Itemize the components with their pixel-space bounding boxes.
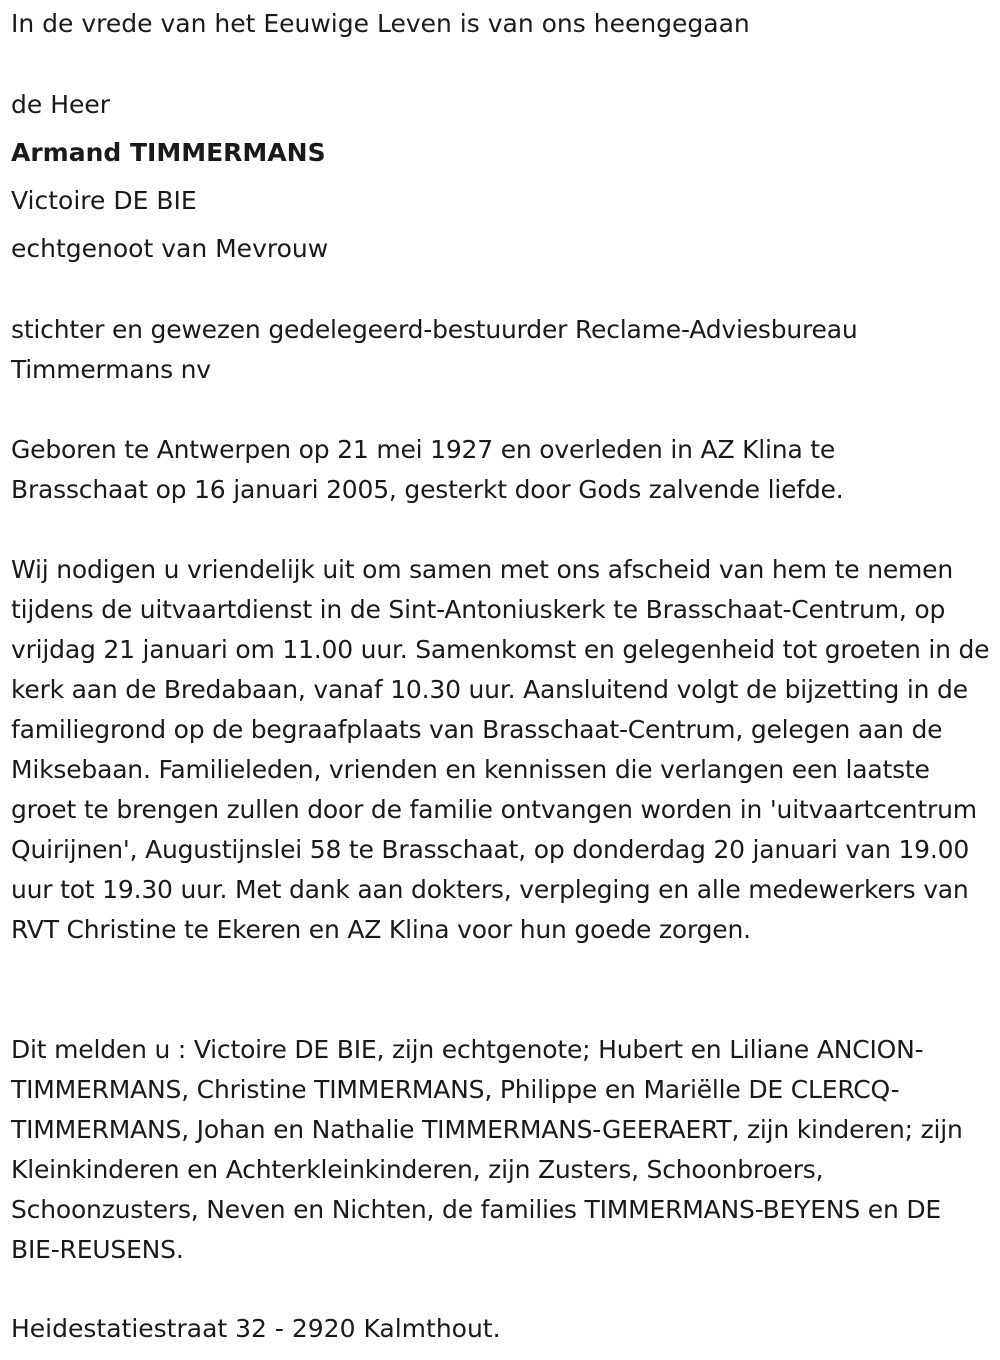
occupation-paragraph: stichter en gewezen gedelegeerd-bestuurder Reclame-Adviesbureau Timmermans nv (11, 315, 858, 384)
deceased-name: Armand TIMMERMANS (11, 138, 326, 167)
title-prefix: de Heer (11, 90, 111, 119)
announcers-paragraph: Dit melden u : Victoire DE BIE, zijn echtgenote; Hubert en Liliane ANCION-TIMMERMANS, Christine TIMMERMANS, Philippe en Mariëlle DE CLERCQ-TIMMERMANS, Johan en Nathalie TIMMERMANS-GEERAERT, zijn kinderen; zijn Kleinkinderen en Achterkleinkinderen, zijn Zusters, Schoonbroers, Schoonzusters, Neven en Nichten, de families TIMMERMANS-BEYENS en DE BIE-REUSENS. (11, 1035, 963, 1264)
birth-death-paragraph: Geboren te Antwerpen op 21 mei 1927 en overleden in AZ Klina te Brasschaat op 16 januari 2005, gesterkt door Gods zalvende liefde. (11, 435, 844, 504)
spouse-name: Victoire DE BIE (11, 186, 197, 215)
address-text: Heidestatiestraat 32 - 2920 Kalmthout. (11, 1314, 501, 1343)
spouse-relation: echtgenoot van Mevrouw (11, 234, 329, 263)
funeral-paragraph: Wij nodigen u vriendelijk uit om samen met ons afscheid van hem te nemen tijdens de uitvaartdienst in de Sint-Antoniuskerk te Brasschaat-Centrum, op vrijdag 21 januari om 11.00 uur. Samenkomst en gelegenheid tot groeten in de kerk aan de Bredabaan, vanaf 10.30 uur. Aansluitend volgt de bijzetting in de familiegrond op de begraafplaats van Brasschaat-Centrum, gelegen aan de Miksebaan. Familieleden, vrienden en kennissen die verlangen een laatste groet te brengen zullen door de familie ontvangen worden in 'uitvaartcentrum Quirijnen', Augustijnslei 58 te Brasschaat, op donderdag 20 januari van 19.00 uur tot 19.30 uur. Met dank aan dokters, verpleging en alle medewerkers van RVT Christine te Ekeren en AZ Klina voor hun goede zorgen. (11, 555, 990, 944)
intro-text: In de vrede van het Eeuwige Leven is van ons heengegaan (11, 9, 750, 38)
